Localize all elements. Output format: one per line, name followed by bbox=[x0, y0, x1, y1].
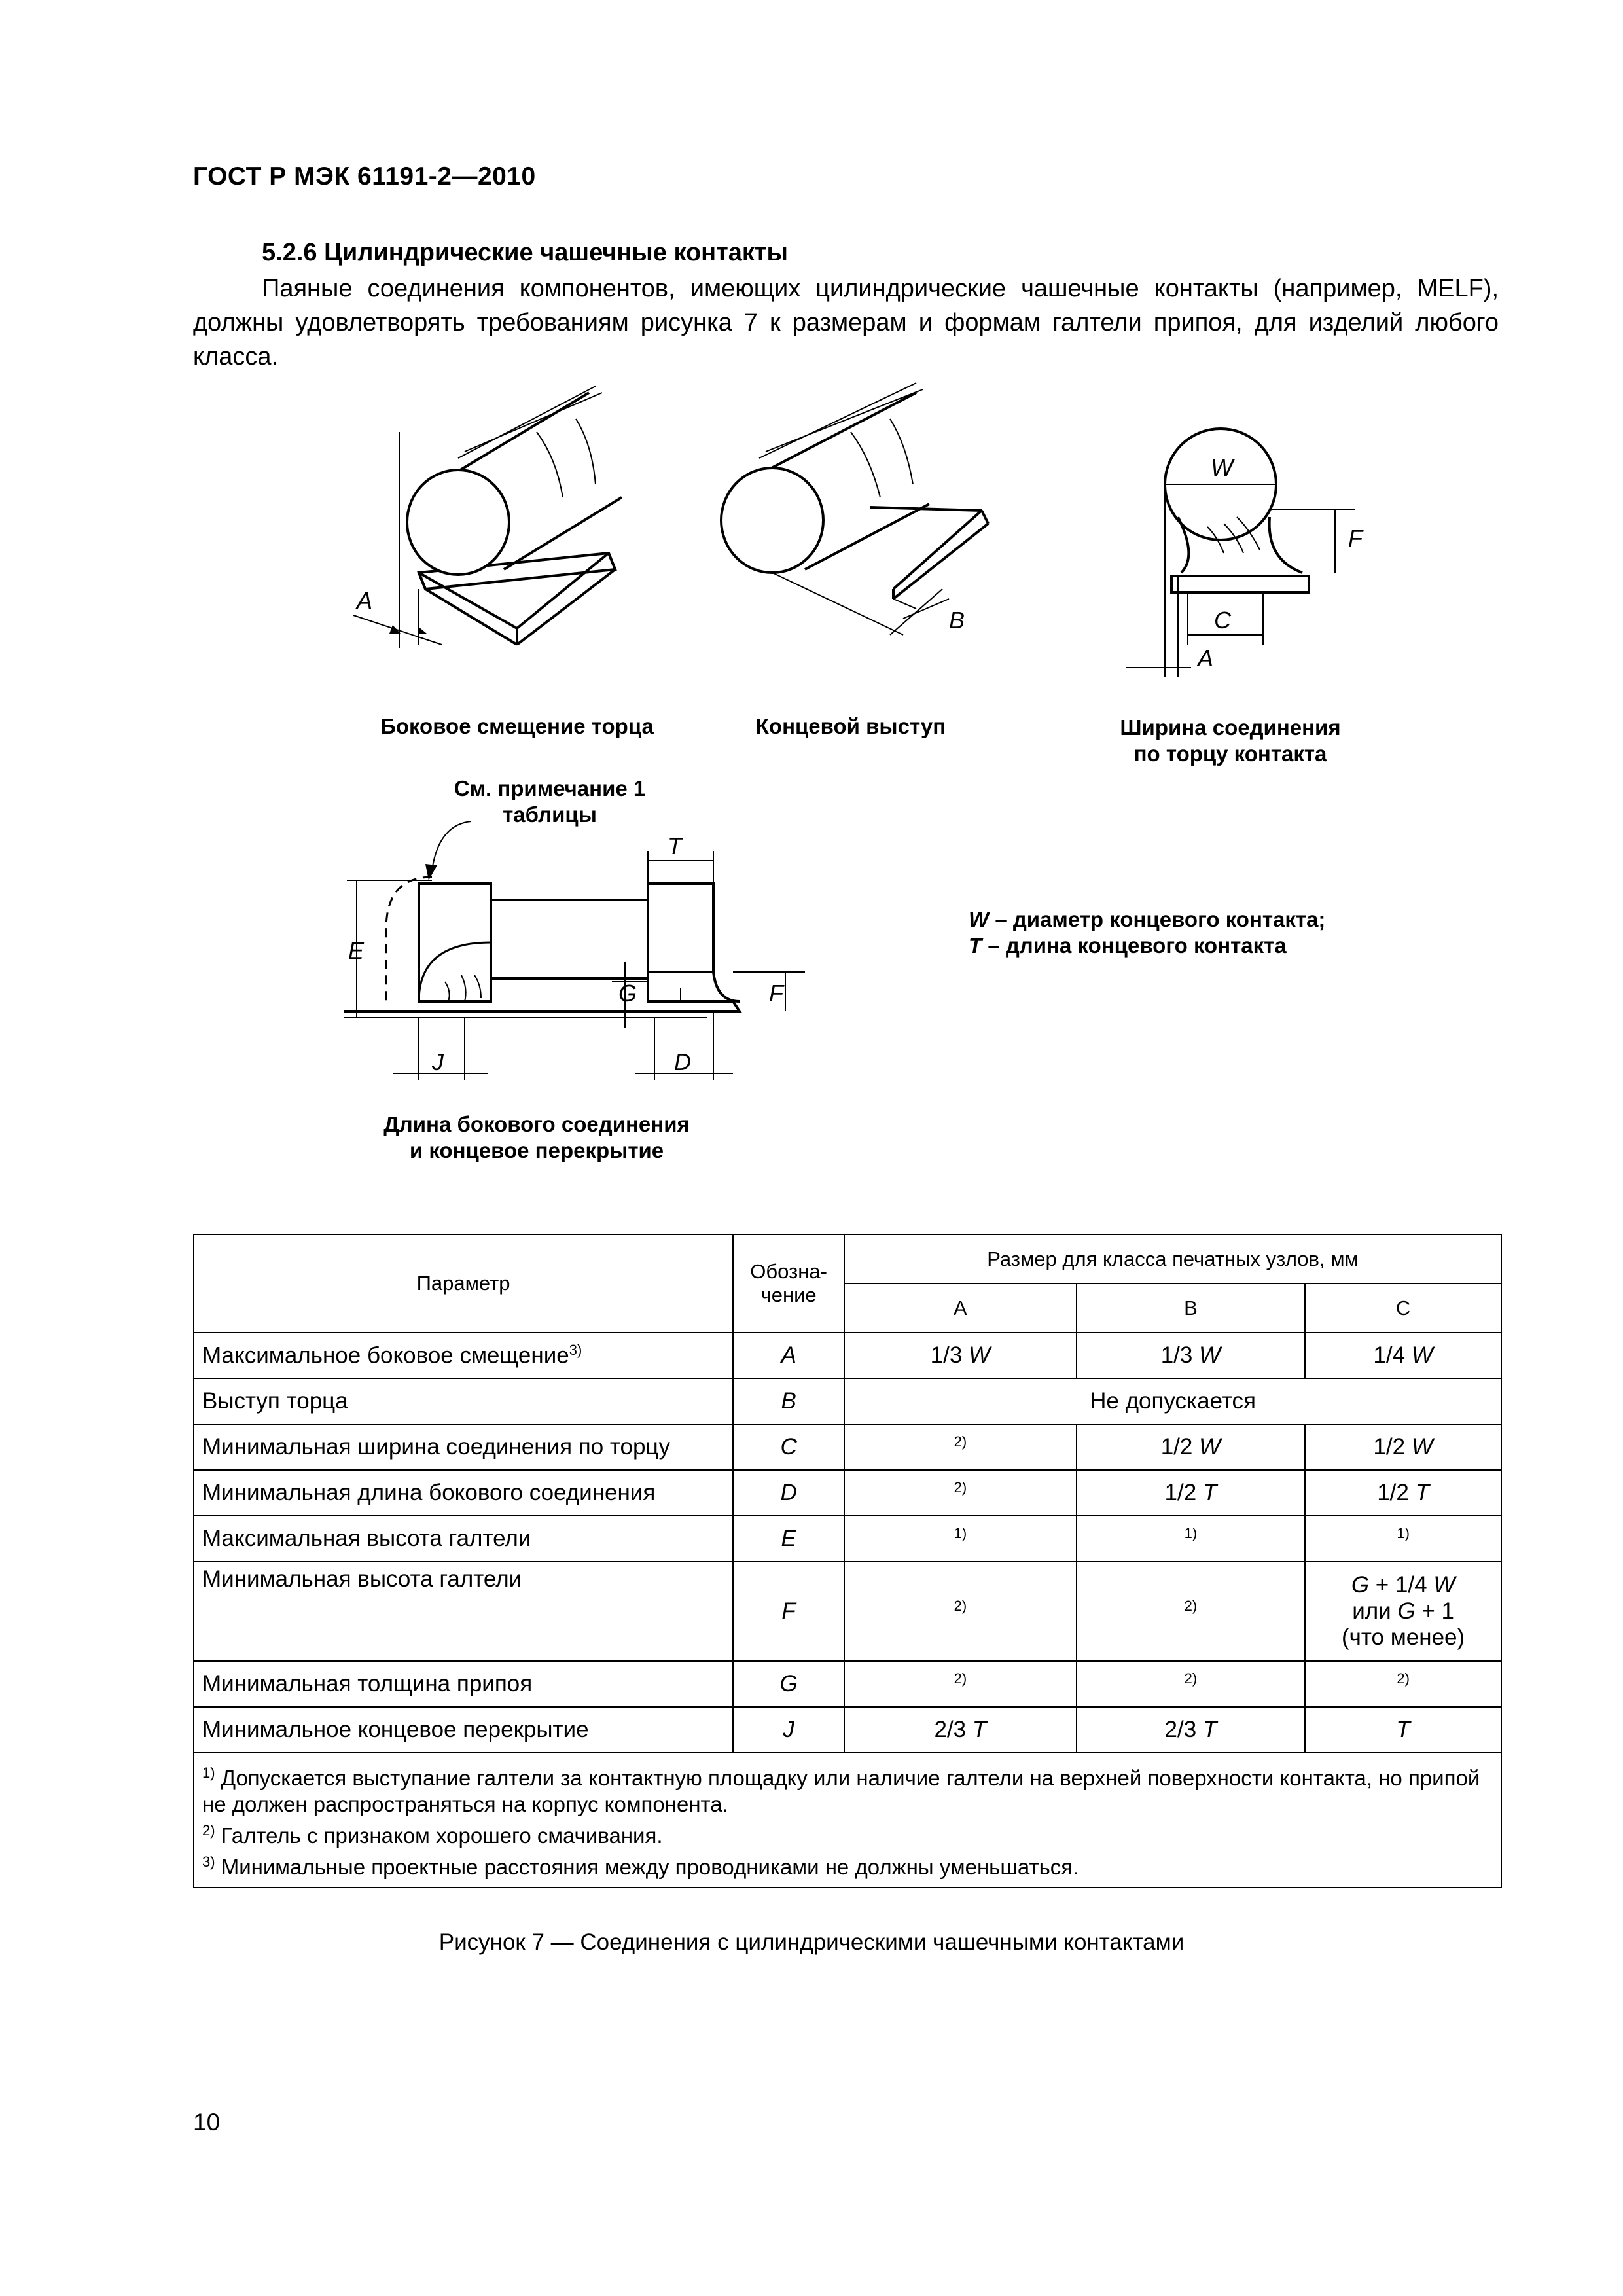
footnote-mark: 1) bbox=[1184, 1525, 1198, 1542]
footnote-mark: 1) bbox=[1397, 1525, 1410, 1542]
value-var: W bbox=[1411, 1434, 1433, 1460]
legend-t-symbol: T bbox=[969, 933, 982, 958]
row-param: Минимальная толщина припоя bbox=[194, 1661, 733, 1707]
row-param: Минимальная ширина соединения по торцу bbox=[194, 1424, 733, 1470]
value-class-c bbox=[1305, 1707, 1501, 1753]
value-c-line2 bbox=[1313, 1598, 1493, 1624]
note-reference-line2: таблицы bbox=[503, 802, 597, 827]
value-c-line1 bbox=[1313, 1572, 1493, 1598]
header-class-b: B bbox=[1077, 1283, 1306, 1333]
header-symbol-line2: чение bbox=[760, 1283, 817, 1306]
row-symbol: A bbox=[733, 1333, 844, 1378]
value-var: T bbox=[1415, 1480, 1429, 1505]
header-class-a: A bbox=[844, 1283, 1077, 1333]
table-row bbox=[194, 1470, 1501, 1516]
dim-label-d: D bbox=[674, 1049, 691, 1075]
value-text: + 1 bbox=[1415, 1598, 1455, 1624]
value-var: W bbox=[969, 1342, 991, 1368]
legend-t-text: – длина концевого контакта bbox=[982, 933, 1287, 958]
footnote-mark: 2) bbox=[1184, 1670, 1198, 1687]
row-symbol: J bbox=[733, 1707, 844, 1753]
note-text: Галтель с признаком хорошего смачивания. bbox=[215, 1823, 663, 1848]
caption-end-protrusion: Концевой выступ bbox=[755, 714, 946, 738]
footnote-mark: 2) bbox=[1397, 1670, 1410, 1687]
value-class-a bbox=[844, 1424, 1077, 1470]
value-class-a bbox=[844, 1707, 1077, 1753]
row-param bbox=[194, 1333, 733, 1378]
value-var: W bbox=[1199, 1434, 1221, 1460]
value-num: 1/2 bbox=[1160, 1434, 1193, 1460]
value-merged: Не допускается bbox=[844, 1378, 1501, 1424]
footnote-mark: 1) bbox=[954, 1525, 967, 1542]
value-num: 2/3 bbox=[1164, 1717, 1197, 1742]
value-num: 1/3 bbox=[1160, 1342, 1193, 1368]
caption-side-length-line1: Длина бокового соединения bbox=[383, 1112, 690, 1136]
row-symbol: D bbox=[733, 1470, 844, 1516]
table-row bbox=[194, 1424, 1501, 1470]
value-class-b bbox=[1077, 1707, 1306, 1753]
note-text: Минимальные проектные расстояния между проводниками не должны уменьшаться. bbox=[215, 1855, 1079, 1879]
dim-label-f2: F bbox=[769, 980, 783, 1007]
note-reference bbox=[425, 776, 674, 828]
value-var: T bbox=[972, 1717, 987, 1742]
header-symbol bbox=[733, 1234, 844, 1333]
value-class-c bbox=[1305, 1470, 1501, 1516]
paragraph-text: Паяные соединения компонентов, имеющих цилиндрические чашечные контакты (например, MELF), должны удовлетворять требованиям рисунка 7 к размерам и формам галтели припоя, для изделий любого класса. bbox=[193, 275, 1499, 370]
legend-t bbox=[969, 933, 1325, 959]
footnote-mark: 2) bbox=[954, 1479, 967, 1496]
caption-end-width bbox=[1099, 715, 1361, 767]
dim-label-j: J bbox=[432, 1049, 444, 1075]
table-row bbox=[194, 1661, 1501, 1707]
row-symbol: C bbox=[733, 1424, 844, 1470]
note-mark: 3) bbox=[202, 1854, 215, 1870]
drawing-side-length bbox=[344, 821, 805, 1080]
footnote-mark: 2) bbox=[954, 1433, 967, 1450]
value-var: G bbox=[1351, 1572, 1370, 1598]
legend-w bbox=[969, 906, 1325, 933]
table-row bbox=[194, 1333, 1501, 1378]
value-class-a bbox=[844, 1661, 1077, 1707]
row-param: Максимальная высота галтели bbox=[194, 1516, 733, 1562]
dim-label-g: G bbox=[618, 980, 637, 1007]
table-notes bbox=[194, 1753, 1501, 1888]
value-var: W bbox=[1199, 1342, 1221, 1368]
value-num: 1/2 bbox=[1164, 1480, 1197, 1505]
caption-side-length bbox=[366, 1111, 707, 1164]
header-symbol-line1: Обозна- bbox=[750, 1260, 827, 1283]
row-param: Минимальная длина бокового соединения bbox=[194, 1470, 733, 1516]
value-class-a bbox=[844, 1516, 1077, 1562]
value-class-b bbox=[1077, 1424, 1306, 1470]
value-class-b bbox=[1077, 1333, 1306, 1378]
value-class-c bbox=[1305, 1661, 1501, 1707]
figure-caption: Рисунок 7 — Соединения с цилиндрическими чашечными контактами bbox=[438, 1929, 1185, 1955]
value-class-b bbox=[1077, 1470, 1306, 1516]
row-param: Минимальная высота галтели bbox=[194, 1562, 733, 1661]
dim-label-c: C bbox=[1214, 607, 1231, 634]
value-var: W bbox=[1433, 1572, 1455, 1598]
value-num: 1/3 bbox=[930, 1342, 963, 1368]
header-class-c: C bbox=[1305, 1283, 1501, 1333]
note-mark: 1) bbox=[202, 1765, 215, 1781]
row-param: Минимальное концевое перекрытие bbox=[194, 1707, 733, 1753]
value-var: W bbox=[1411, 1342, 1433, 1368]
value-c-line3: (что менее) bbox=[1342, 1624, 1465, 1650]
drawing-end-width bbox=[1126, 429, 1355, 677]
caption-side-length-line2: и концевое перекрытие bbox=[409, 1138, 664, 1162]
footnote-mark: 2) bbox=[1184, 1598, 1198, 1615]
value-class-c bbox=[1305, 1562, 1501, 1661]
note-text: Допускается выступание галтели за контактную площадку или наличие галтели на верхней поверхности контакта, но припой не должен распространяться на корпус компонента. bbox=[202, 1766, 1480, 1816]
section-title: 5.2.6 Цилиндрические чашечные контакты bbox=[262, 239, 788, 266]
table-row bbox=[194, 1378, 1501, 1424]
legend-w-symbol: W bbox=[969, 907, 990, 931]
dim-label-f1: F bbox=[1348, 525, 1363, 552]
row-symbol: B bbox=[733, 1378, 844, 1424]
value-class-c bbox=[1305, 1424, 1501, 1470]
table-notes-row bbox=[194, 1753, 1501, 1888]
row-symbol: F bbox=[733, 1562, 844, 1661]
dim-label-t: T bbox=[668, 833, 682, 859]
dim-label-w: W bbox=[1211, 454, 1233, 481]
value-text: или bbox=[1352, 1598, 1398, 1624]
legend bbox=[969, 906, 1325, 959]
note-mark: 2) bbox=[202, 1822, 215, 1839]
value-class-c bbox=[1305, 1516, 1501, 1562]
footnote-mark: 2) bbox=[954, 1670, 967, 1687]
dim-label-a1: A bbox=[357, 587, 373, 614]
table-row bbox=[194, 1562, 1501, 1661]
caption-end-width-line1: Ширина соединения bbox=[1120, 715, 1341, 740]
table-row bbox=[194, 1516, 1501, 1562]
value-class-a bbox=[844, 1470, 1077, 1516]
row-symbol: G bbox=[733, 1661, 844, 1707]
value-class-a bbox=[844, 1562, 1077, 1661]
caption-end-width-line2: по торцу контакта bbox=[1133, 742, 1327, 766]
footnote-mark: 3) bbox=[569, 1342, 582, 1359]
value-num: 1/2 bbox=[1377, 1480, 1409, 1505]
caption-side-offset: Боковое смещение торца bbox=[380, 714, 654, 738]
value-num: 1/2 bbox=[1373, 1434, 1406, 1460]
dim-label-b: B bbox=[949, 607, 965, 634]
dim-label-a2: A bbox=[1198, 645, 1214, 672]
row-param: Выступ торца bbox=[194, 1378, 733, 1424]
drawing-side-offset bbox=[353, 386, 622, 648]
value-text: + 1/4 bbox=[1369, 1572, 1434, 1598]
value-var: T bbox=[1202, 1717, 1217, 1742]
dim-label-e: E bbox=[348, 937, 365, 964]
value-class-c bbox=[1305, 1333, 1501, 1378]
header-parameter: Параметр bbox=[194, 1234, 733, 1333]
value-class-b bbox=[1077, 1516, 1306, 1562]
value-num: 1/4 bbox=[1373, 1342, 1406, 1368]
param-text: Максимальное боковое смещение bbox=[202, 1342, 569, 1369]
value-class-b bbox=[1077, 1562, 1306, 1661]
drawing-end-protrusion bbox=[721, 383, 988, 635]
value-var: T bbox=[1202, 1480, 1217, 1505]
value-class-a bbox=[844, 1333, 1077, 1378]
note-reference-line1: См. примечание 1 bbox=[454, 776, 646, 800]
document-header: ГОСТ Р МЭК 61191-2—2010 bbox=[193, 162, 536, 190]
legend-w-text: – диаметр концевого контакта; bbox=[989, 907, 1326, 931]
footnote-mark: 2) bbox=[954, 1598, 967, 1615]
requirements-table bbox=[193, 1234, 1502, 1888]
value-var: G bbox=[1397, 1598, 1416, 1624]
note-3 bbox=[202, 1849, 1493, 1880]
note-1 bbox=[202, 1760, 1493, 1818]
table-row bbox=[194, 1707, 1501, 1753]
page-number: 10 bbox=[193, 2109, 221, 2136]
note-2 bbox=[202, 1818, 1493, 1849]
value-class-b bbox=[1077, 1661, 1306, 1707]
row-symbol: E bbox=[733, 1516, 844, 1562]
value-num: 2/3 bbox=[934, 1717, 967, 1742]
value-var: T bbox=[1396, 1717, 1410, 1742]
header-size-group: Размер для класса печатных узлов, мм bbox=[844, 1234, 1501, 1283]
